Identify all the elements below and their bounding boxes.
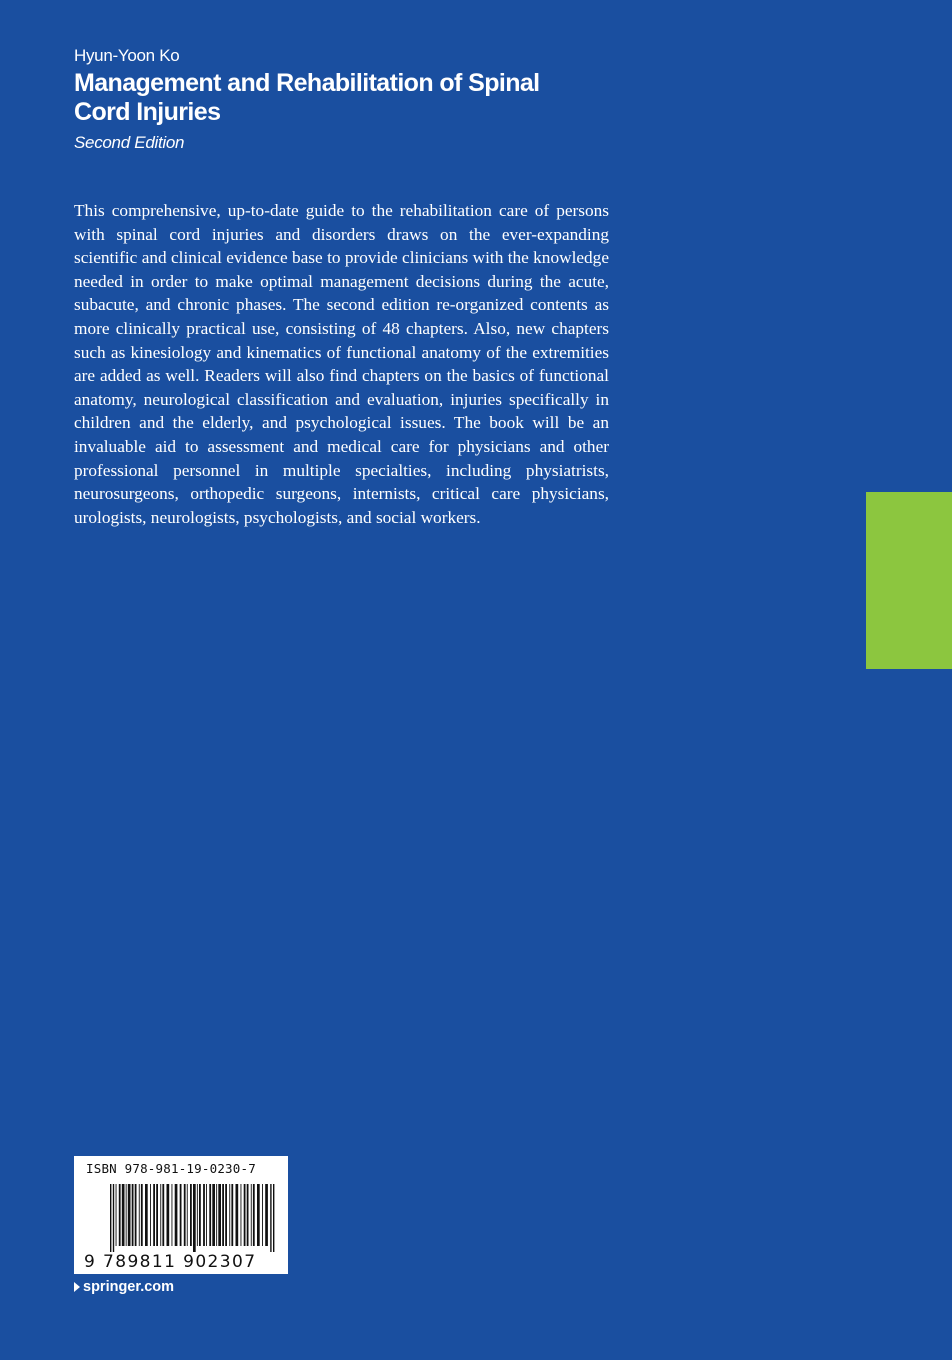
publisher-link[interactable] bbox=[74, 1279, 174, 1295]
barcode-bar bbox=[139, 1184, 140, 1246]
barcode-bar bbox=[190, 1184, 192, 1246]
isbn-barcode bbox=[74, 1156, 288, 1274]
barcode-bar bbox=[141, 1184, 143, 1246]
barcode-bar bbox=[241, 1184, 242, 1246]
barcode-bar bbox=[262, 1184, 263, 1246]
barcode-bar bbox=[167, 1184, 170, 1246]
barcode-bar bbox=[225, 1184, 227, 1246]
barcode-bar bbox=[150, 1184, 151, 1246]
barcode-bar bbox=[265, 1184, 268, 1246]
barcode-bars bbox=[74, 1184, 288, 1252]
barcode-bar bbox=[273, 1184, 274, 1252]
barcode-bar bbox=[145, 1184, 148, 1246]
edition-label: Second Edition bbox=[74, 133, 185, 152]
barcode-bar bbox=[128, 1184, 131, 1246]
ean-digits: 9 789811 902307 bbox=[84, 1252, 257, 1272]
barcode-bar bbox=[187, 1184, 188, 1246]
barcode-bar bbox=[247, 1184, 249, 1246]
book-description: This comprehensive, up-to-date guide to the rehabilitation care of persons with spinal cord injuries and disorders draws on the ever-expanding scientific and clinical evidence base to provide clinicians with the knowledge needed in order to make optimal management decisions during the acute, subacute, and chronic phases. The second edition re-organized contents as more clinically practical use, consisting of 48 chapters. Also, new chapters such as kinesiology and kinematics of functional anatomy of the extremities are added as well. Readers will also find chapters on the basics of functional anatomy, neurological classification and evaluation, injuries specifically in children and the elderly, and psychological issues. The book will be an invaluable aid to assessment and medical care for physicians and other professional personnel in multiple specialties, including physiatrists, neurosurgeons, orthopedic surgeons, internists, critical care physicians, urologists, neurologists, psychologists, and social workers. bbox=[74, 201, 609, 527]
barcode-bar bbox=[119, 1184, 121, 1246]
publisher-website: springer.com bbox=[83, 1279, 175, 1295]
barcode-bar bbox=[153, 1184, 155, 1246]
barcode-bar bbox=[180, 1184, 182, 1246]
barcode-bar bbox=[122, 1184, 125, 1246]
barcode-bar bbox=[199, 1184, 201, 1246]
barcode-bar bbox=[175, 1184, 178, 1246]
barcode-bar bbox=[126, 1184, 127, 1246]
barcode-bar bbox=[209, 1184, 211, 1246]
barcode-bar bbox=[206, 1184, 207, 1246]
barcode-bar bbox=[244, 1184, 246, 1246]
isbn-label: ISBN 978-981-19-0230-7 bbox=[86, 1161, 256, 1176]
barcode-bar bbox=[229, 1184, 230, 1246]
barcode-bar bbox=[218, 1184, 221, 1246]
barcode-bar bbox=[236, 1184, 239, 1246]
barcode-bar bbox=[257, 1184, 260, 1246]
barcode-bar bbox=[251, 1184, 252, 1246]
barcode-bar bbox=[116, 1184, 117, 1246]
barcode-bar bbox=[113, 1184, 114, 1252]
barcode-bar bbox=[212, 1184, 215, 1246]
barcode-bar bbox=[270, 1184, 271, 1252]
barcode-bar bbox=[216, 1184, 217, 1246]
arrow-right-icon bbox=[74, 1282, 80, 1292]
barcode-bar bbox=[203, 1184, 205, 1246]
barcode-bar bbox=[132, 1184, 134, 1246]
barcode-bar bbox=[172, 1184, 173, 1246]
barcode-bar bbox=[162, 1184, 164, 1246]
barcode-bar bbox=[184, 1184, 186, 1246]
barcode-bar bbox=[231, 1184, 233, 1246]
barcode-bar bbox=[156, 1184, 158, 1246]
barcode-bar bbox=[110, 1184, 111, 1252]
barcode-bar bbox=[222, 1184, 224, 1246]
barcode-bar bbox=[160, 1184, 161, 1246]
color-accent-tab bbox=[866, 492, 952, 669]
author-name: Hyun-Yoon Ko bbox=[74, 46, 180, 65]
barcode-bar bbox=[197, 1184, 198, 1246]
barcode-bar bbox=[193, 1184, 196, 1252]
barcode-bar bbox=[253, 1184, 255, 1246]
book-title: Management and Rehabilitation of Spinal Cord Injuries bbox=[74, 69, 540, 126]
barcode-bar bbox=[135, 1184, 137, 1246]
